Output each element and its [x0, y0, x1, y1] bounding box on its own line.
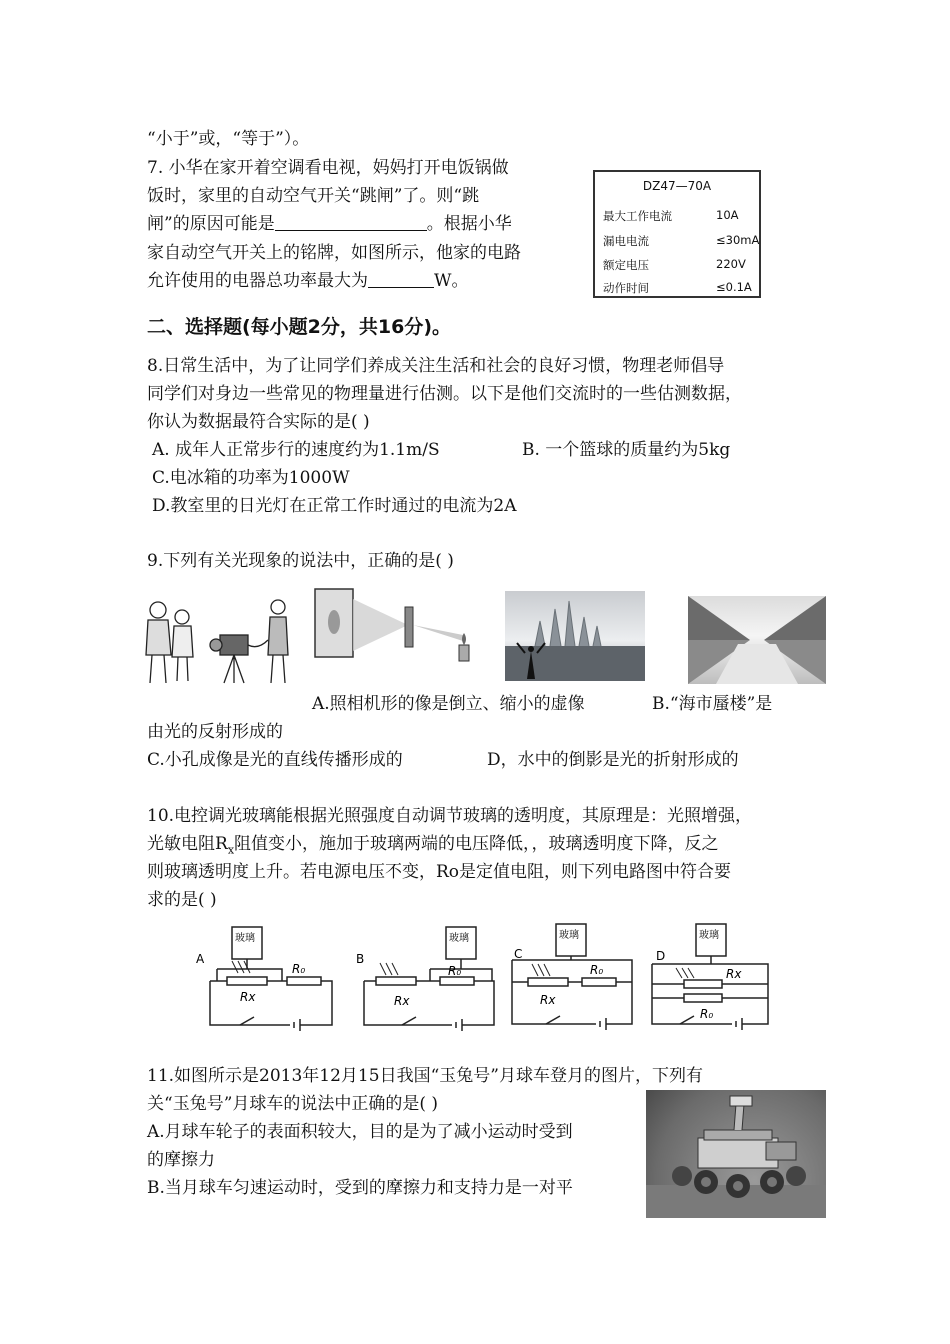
nameplate-value: 10A — [716, 208, 739, 222]
section-2-heading: 二、选择题(每小题2分，共16分)。 — [147, 316, 452, 338]
circuit-d[interactable] — [650, 920, 772, 1035]
q7-line3 — [147, 211, 512, 237]
q7-line1: 7. 小华在家开着空调看电视，妈妈打开电饭锅做 — [147, 158, 509, 178]
q9-option-b[interactable]: B.“海市蜃楼”是 — [652, 694, 773, 714]
circuit-a-glass-label: 玻璃 — [235, 933, 255, 944]
q11-option-a[interactable]: A.月球车轮子的表面积较大，目的是为了减小运动时受到 — [147, 1122, 573, 1142]
q10-line1: 10.电控调光玻璃能根据光照强度自动调节玻璃的透明度，其原理是：光照增强， — [147, 806, 753, 826]
q7-line3-a: 闸”的原因可能是 — [147, 214, 275, 234]
q8-option-b[interactable]: B. 一个篮球的质量约为5kg — [522, 440, 731, 460]
q7-answer-blank-1[interactable] — [275, 214, 427, 231]
nameplate-value: 220V — [716, 257, 746, 271]
nameplate-row — [603, 208, 753, 224]
q11-line2: 关“玉兔号”月球车的说法中正确的是( ) — [147, 1094, 439, 1114]
nameplate-label: 额定电压 — [603, 258, 649, 272]
circuit-d-letter: D — [656, 949, 666, 963]
circuit-b-letter: B — [356, 952, 365, 966]
nameplate-label: 最大工作电流 — [603, 209, 672, 223]
circuit-c-rx: Rx — [540, 993, 556, 1007]
q8-line3: 你认为数据最符合实际的是( ) — [147, 412, 370, 432]
q6-tail-text: “小于”或，“等于”）。 — [147, 129, 310, 149]
rx-subscript: x — [227, 843, 235, 857]
q7-line5-a: 允许使用的电器总功率最大为 — [147, 271, 368, 291]
q8-option-c[interactable]: C.电冰箱的功率为1000W — [152, 468, 350, 488]
circuit-c[interactable] — [510, 920, 642, 1035]
mirage-image — [505, 591, 645, 681]
q8-option-a[interactable]: A. 成年人正常步行的速度约为1.1m/S — [152, 440, 440, 460]
q9-option-d[interactable]: D，水中的倒影是光的折射形成的 — [487, 750, 739, 770]
q10-line4: 求的是( ) — [147, 890, 217, 910]
q9-option-b-cont: 由光的反射形成的 — [147, 722, 283, 742]
reflection-image — [688, 596, 826, 684]
q11-line1: 11.如图所示是2013年12月15日我国“玉兔号”月球车登月的图片，下列有 — [147, 1066, 703, 1086]
q9-stem: 9.下列有关光现象的说法中，正确的是( ) — [147, 551, 454, 571]
nameplate-title: DZ47—70A — [642, 179, 712, 193]
q8-line1: 8.日常生活中，为了让同学们养成关注生活和社会的良好习惯，物理老师倡导 — [147, 356, 725, 376]
nameplate-row — [603, 233, 760, 249]
circuit-a-rx: Rx — [240, 990, 256, 1004]
q10-line3: 则玻璃透明度上升。若电源电压不变，Ro是定值电阻，则下列电路图中符合要 — [147, 862, 732, 882]
q10-line2-b: 阻值变小，施加于玻璃两端的电压降低，，玻璃透明度下降，反之 — [234, 834, 719, 854]
q7-line5-b: W。 — [434, 271, 469, 291]
moon-rover-image — [646, 1090, 826, 1218]
q9-option-c[interactable]: C.小孔成像是光的直线传播形成的 — [147, 750, 403, 770]
nameplate-row — [603, 257, 753, 273]
circuit-b-rx: Rx — [394, 994, 410, 1008]
q7-answer-blank-2[interactable] — [368, 271, 434, 288]
nameplate-label: 漏电电流 — [603, 234, 649, 248]
circuit-d-r0: R₀ — [700, 1007, 714, 1021]
circuit-c-letter: C — [514, 947, 523, 961]
q7-line2: 饭时，家里的自动空气开关“跳闸”了。则“跳 — [147, 186, 480, 206]
circuit-b-glass-label: 玻璃 — [449, 933, 469, 944]
circuit-c-glass-label: 玻璃 — [559, 930, 579, 941]
q7-line4: 家自动空气开关上的铭牌，如图所示，他家的电路 — [147, 243, 521, 263]
q8-option-d[interactable]: D.教室里的日光灯在正常工作时通过的电流为2A — [152, 496, 517, 516]
circuit-a[interactable] — [192, 925, 340, 1035]
circuit-b[interactable] — [354, 925, 502, 1035]
nameplate-row — [603, 280, 753, 296]
camera-scene-image — [138, 595, 300, 687]
q11-option-a-cont: 的摩擦力 — [147, 1150, 215, 1170]
circuit-a-r0: R₀ — [292, 962, 306, 976]
q8-line2: 同学们对身边一些常见的物理量进行估测。以下是他们交流时的一些估测数据， — [147, 384, 742, 404]
q9-option-a[interactable]: A.照相机形的像是倒立、缩小的虚像 — [312, 694, 585, 714]
circuit-b-r0: R₀ — [448, 964, 462, 978]
q7-line3-b: 。根据小华 — [426, 214, 512, 234]
circuit-a-letter: A — [196, 952, 205, 966]
nameplate-label: 动作时间 — [603, 281, 649, 295]
pinhole-camera-image — [313, 587, 483, 667]
nameplate-value: ≤30mA — [716, 233, 760, 247]
breaker-nameplate — [593, 170, 761, 298]
nameplate-value: ≤0.1A — [716, 280, 752, 294]
q11-option-b[interactable]: B.当月球车匀速运动时，受到的摩擦力和支持力是一对平 — [147, 1178, 573, 1198]
circuit-c-r0: R₀ — [590, 963, 604, 977]
q10-line2-a: 光敏电阻R — [147, 834, 228, 854]
q7-line5 — [147, 268, 468, 294]
circuit-d-glass-label: 玻璃 — [699, 930, 719, 941]
circuit-d-rx: Rx — [726, 967, 742, 981]
